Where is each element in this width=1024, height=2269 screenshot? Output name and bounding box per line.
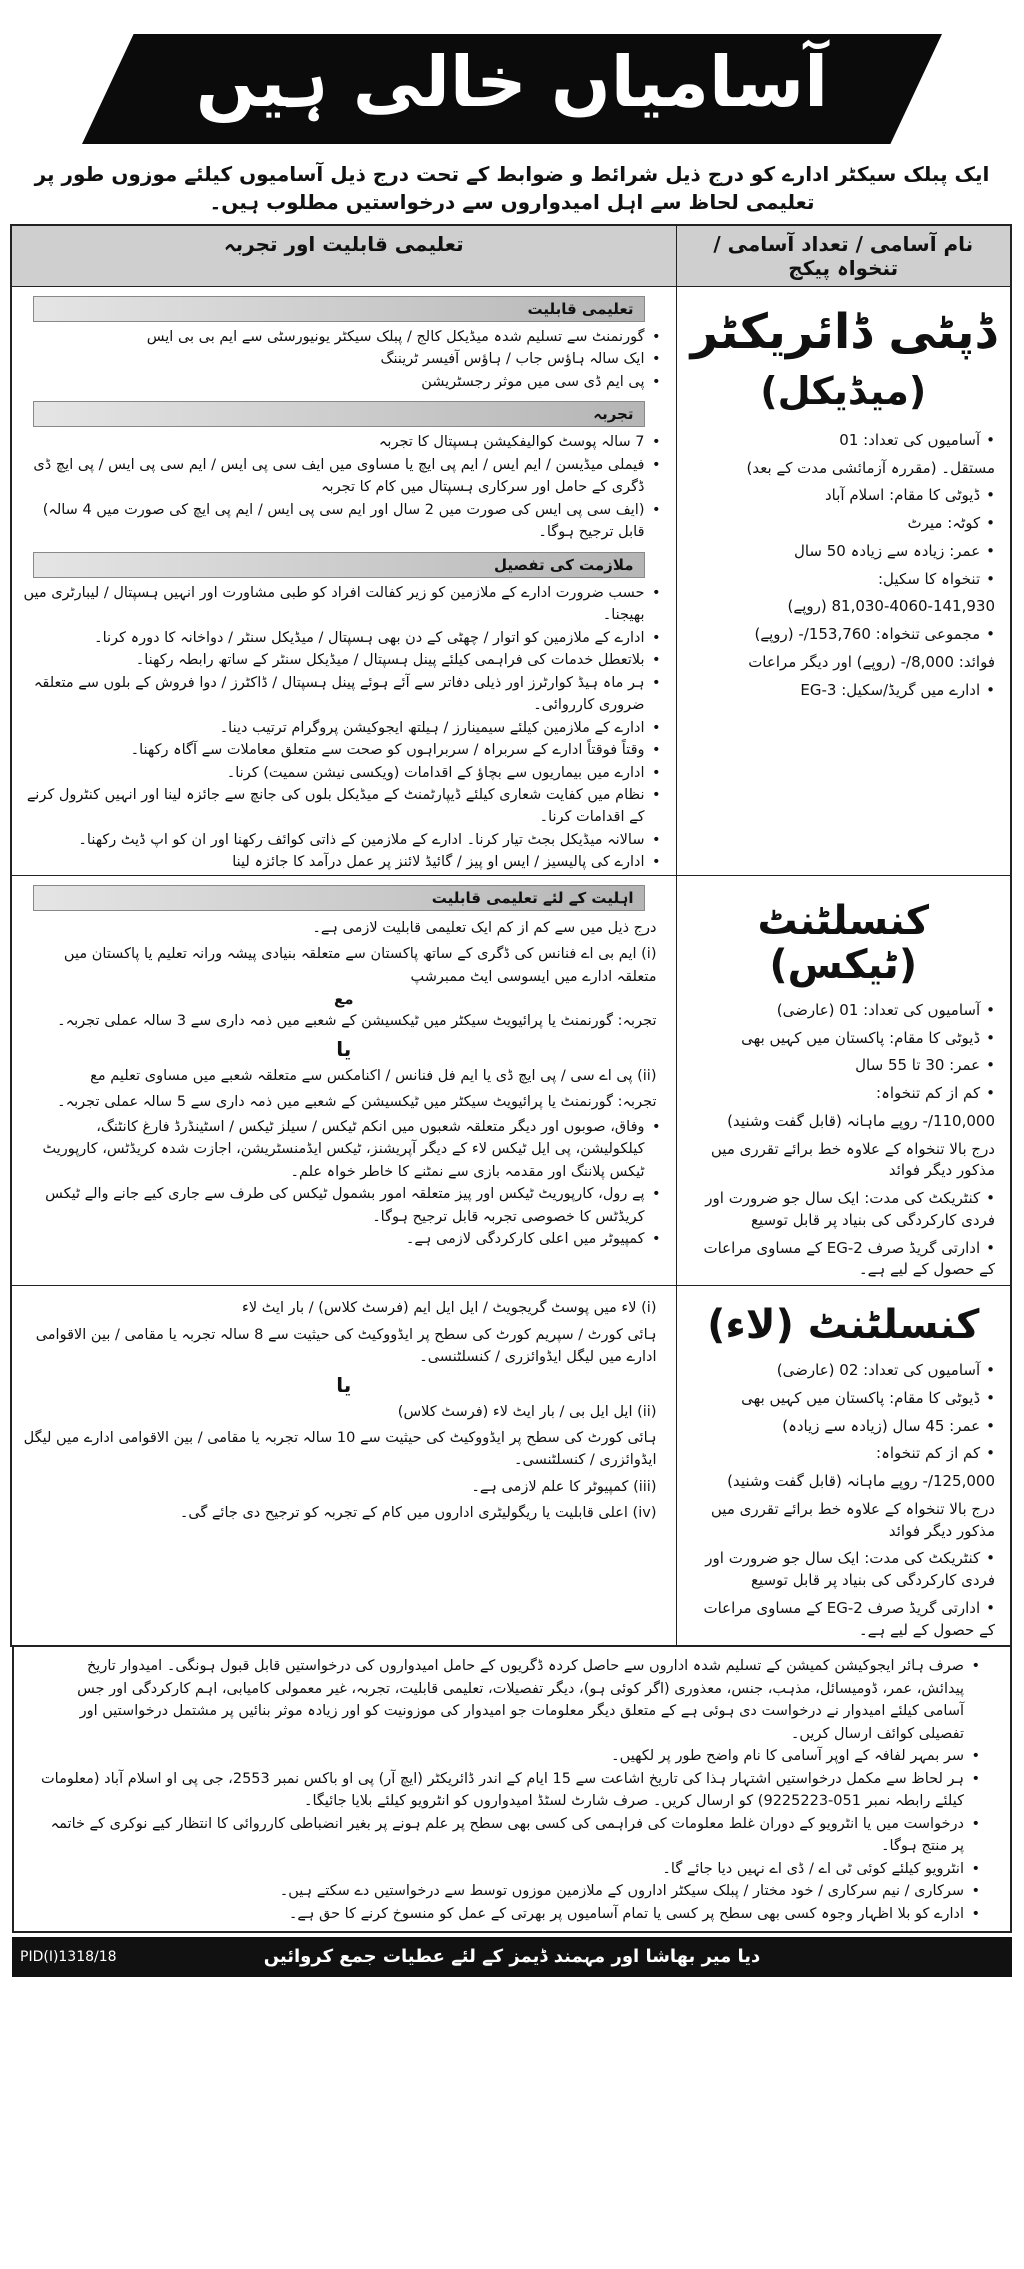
list-item: • 7 سالہ پوسٹ کوالیفکیشن ہسپتال کا تجربہ xyxy=(23,431,661,453)
posts-table xyxy=(10,224,1012,1647)
post2-line: • ڈیوٹی کا مقام: پاکستان میں کہیں بھی xyxy=(678,1025,1010,1053)
post2-line: • ادارتی گریڈ صرف EG-2 کے مساوی مراعات کے حصول کے لیے ہے۔ xyxy=(678,1235,1010,1285)
post1-section-duties: ملازمت کی تفصیل xyxy=(33,552,645,578)
post1-line: • آسامیوں کی تعداد: 01 xyxy=(678,427,1010,455)
banner xyxy=(12,6,1012,156)
list-item: • حسب ضرورت ادارے کے ملازمین کو زیر کفالت افراد کو طبی مشاورت اور انہیں ہسپتال / لیبارٹری میں بھیجنا۔ xyxy=(23,582,661,627)
post1-line: • مجموعی تنخواہ: 153,760/- (روپے) xyxy=(678,621,1010,649)
list-item: • نظام میں کفایت شعاری کیلئے ڈیپارٹمنٹ کے میڈیکل بلوں کی جانچ سے جائزہ لینا اور انہیں کنٹرول کرنے کے اقدامات کرنا۔ xyxy=(23,784,661,829)
post3-paragraph: ہائی کورٹ / سپریم کورٹ کی سطح پر ایڈووکیٹ کی حیثیت سے 8 سالہ تجربہ یا مقامی / بین الاقوامی ادارے میں لیگل ایڈوائزری / کنسلٹنسی۔ xyxy=(35,1326,657,1366)
post3-paragraph: (iii) کمپیوٹر کا علم لازمی ہے۔ xyxy=(471,1478,657,1495)
post2-ma: مع xyxy=(333,990,354,1009)
footer-donation-text: دیا میر بھاشا اور مہمند ڈیمز کے لئے عطیات جمع کروائیں xyxy=(12,1937,1012,1977)
list-item: • کمپیوٹر میں اعلی کارکردگی لازمی ہے۔ xyxy=(23,1228,661,1250)
list-item: • پی ایم ڈی سی میں موثر رجسٹریشن xyxy=(23,371,661,393)
post3-paragraph: (iv) اعلی قابلیت یا ریگولیٹری اداروں میں کام کے تجربہ کو ترجیح دی جائے گی۔ xyxy=(179,1505,657,1522)
post-row-consultant-tax xyxy=(11,875,1011,1285)
post3-summary xyxy=(676,1286,1011,1647)
post1-line: • کوٹہ: میرٹ xyxy=(678,510,1010,538)
note-item: • انٹرویو کیلئے کوئی ٹی اے / ڈی اے نہیں دیا جائے گا۔ xyxy=(40,1858,980,1880)
list-item: • ادارے کے ملازمین کیلئے سیمینارز / ہیلتھ ایجوکیشن پروگرام ترتیب دینا۔ xyxy=(23,717,661,739)
banner-title: آسامیاں خالی ہیں xyxy=(195,41,829,123)
list-item: • (ایف سی پی ایس کی صورت میں 2 سال اور ایم سی پی ایس / ایم پی ایچ کی صورت میں 4 سالہ) قابل ترجیح ہوگا۔ xyxy=(23,499,661,544)
post1-line: • ادارے میں گریڈ/سکیل: EG-3 xyxy=(678,677,1010,705)
list-item: • ادارے کے ملازمین کو اتوار / چھٹی کے دن بھی ہسپتال / میڈیکل سنٹر / دواخانہ کا دورہ کرنا۔ xyxy=(23,627,661,649)
col-header-post: نام آسامی / تعداد آسامی / تنخواہ پیکج xyxy=(676,225,1011,287)
post3-line: • ڈیوٹی کا مقام: پاکستان میں کہیں بھی xyxy=(678,1385,1010,1413)
post2-line: • کنٹریکٹ کی مدت: ایک سال جو ضرورت اور فردی کارکردگی کی بنیاد پر قابل توسیع xyxy=(678,1185,1010,1235)
post3-line: • ادارتی گریڈ صرف EG-2 کے مساوی مراعات کے حصول کے لیے ہے۔ xyxy=(678,1595,1010,1645)
note-item: • سرکاری / نیم سرکاری / خود مختار / پبلک سیکٹر اداروں کے ملازمین موزوں توسط سے درخواستیں دے سکتے ہیں۔ xyxy=(40,1880,980,1902)
post3-line: • کنٹریکٹ کی مدت: ایک سال جو ضرورت اور فردی کارکردگی کی بنیاد پر قابل توسیع xyxy=(678,1545,1010,1595)
list-item: • فیملی میڈیسن / ایم ایس / ایم پی ایچ یا مساوی میں ایف سی پی ایس / ایم سی پی ایس / پی ایچ ڈی ڈگری کے حامل اور سرکاری ہسپتال میں کام کا تجربہ xyxy=(23,454,661,499)
post3-paragraph: ہائی کورٹ کی سطح پر ایڈووکیٹ کی حیثیت سے 10 سالہ تجربہ یا مقامی / بین الاقوامی ادارے میں لیگل ایڈوائزری / کنسلٹنسی۔ xyxy=(23,1429,657,1469)
post2-paragraph: (i) ایم بی اے فنانس کی ڈگری کے ساتھ پاکستان سے متعلقہ بنیادی پیشہ ورانہ تعلیم یا پاکستان میں متعلقہ ادارے میں ایسوسی ایٹ ممبرشپ xyxy=(63,946,657,985)
post1-section-experience: تجربہ xyxy=(33,401,645,427)
list-item: • گورنمنٹ سے تسلیم شدہ میڈیکل کالج / پبلک سیکٹر یونیورسٹی سے ایم بی بی ایس xyxy=(23,326,661,348)
post2-paragraph: درج ذیل میں سے کم از کم ایک تعلیمی قابلیت لازمی ہے۔ xyxy=(312,919,657,936)
post3-line: درج بالا تنخواہ کے علاوہ خط برائے تقرری میں مذکور دیگر فوائد xyxy=(710,1499,995,1540)
post3-line: 125,000/- روپے ماہانہ (قابل گفت وشنید) xyxy=(727,1472,995,1491)
post2-summary xyxy=(676,875,1011,1285)
post2-ya: یا xyxy=(336,1036,352,1061)
note-item: • ہر لحاظ سے مکمل درخواستیں اشتہار ہذا کی تاریخ اشاعت سے 15 ایام کے اندر ڈائریکٹر (ایچ آر) پی او باکس نمبر 2553، جی پی او اسلام آباد (معلومات کیلئے رابطہ نمبر 051-9225223) کو ارسال کریں۔ صرف شارٹ لسٹڈ امیدواروں کو انٹرویو کیلئے بلایا جائیگا۔ xyxy=(40,1768,980,1813)
post2-line: درج بالا تنخواہ کے علاوہ خط برائے تقرری میں مذکور دیگر فوائد xyxy=(710,1139,995,1180)
post1-line: • تنخواہ کا سکیل: xyxy=(678,566,1010,594)
post1-subtitle: (میڈیکل) xyxy=(760,368,927,413)
post3-line: • عمر: 45 سال (زیادہ سے زیادہ) xyxy=(678,1413,1010,1441)
post2-line: 110,000/- روپے ماہانہ (قابل گفت وشنید) xyxy=(727,1111,995,1130)
list-item: • وفاق، صوبوں اور دیگر متعلقہ شعبوں میں انکم ٹیکس / سیلز ٹیکس / اسٹینڈرڈ فارغ کانٹنگ، کیلکولیشن، پی ایل ٹیکس لاء کے دیگر آپریشنز، ٹیکس ایڈمنسٹریشن، اجازت شدہ کریڈٹس، کارپوریٹ ٹیکس پلاننگ اور مقدمہ بازی سے نمٹنے کا خاطر خواہ علم۔ xyxy=(23,1116,661,1183)
post2-details xyxy=(11,875,676,1285)
general-notes xyxy=(12,1647,1012,1933)
post3-ya: یا xyxy=(336,1372,352,1397)
note-item: • سر بمہر لفافہ کے اوپر آسامی کا نام واضح طور پر لکھیں۔ xyxy=(40,1745,980,1767)
list-item: • ادارے میں بیماریوں سے بچاؤ کے اقدامات (ویکسی نیشن سمیت) کرنا۔ xyxy=(23,762,661,784)
post2-section-qualification: اہلیت کے لئے تعلیمی قابلیت xyxy=(33,885,645,911)
post1-line: مستقل۔ (مقررہ آزمائشی مدت کے بعد) xyxy=(746,458,995,477)
post3-line: • آسامیوں کی تعداد: 02 (عارضی) xyxy=(678,1357,1010,1385)
post2-paragraph: (ii) پی اے سی / پی ایچ ڈی یا ایم فل فنانس / اکنامکس سے متعلقہ شعبے میں مساوی تعلیم مع xyxy=(90,1067,657,1084)
list-item: • پے رول، کارپوریٹ ٹیکس اور پیز متعلقہ امور بشمول ٹیکس کی طرف سے جاری کیے جانے والے ٹیکس کریڈٹس کا خصوصی تجربہ قابل ترجیح ہوگا۔ xyxy=(23,1183,661,1228)
post2-paragraph: تجربہ: گورنمنٹ یا پرائیویٹ سیکٹر میں ٹیکسیشن کے شعبے میں ذمہ داری سے 5 سالہ عملی تجربہ۔ xyxy=(57,1094,657,1111)
post1-summary xyxy=(676,287,1011,876)
list-item: • ہر ماہ ہیڈ کوارٹرز اور ذیلی دفاتر سے آئے ہوئے پینل ہسپتال / ڈاکٹرز / دوا فروش کے بلوں سے متعلقہ ضروری کارروائی۔ xyxy=(23,672,661,717)
post3-title: کنسلٹنٹ (لاء) xyxy=(707,1302,980,1349)
note-item: • صرف ہائر ایجوکیشن کمیشن کے تسلیم شدہ اداروں سے حاصل کردہ ڈگریوں کے حامل امیدواروں کی درخواستیں قابل قبول ہونگی۔ امیدوار تاریخ پیدائش، عمر، ڈومیسائل، مذہب، جنس، معذوری (اگر کوئی ہو)، دیگر تفصیلات، تعلیمی قابلیت، تجربہ، غیر معمولی کامیابی، اہم کارکردگی اور جس آسامی کیلئے امیدوار نے درخواست دی ہوئی ہے کے متعلق دیگر معلومات جو امیدوار کی موزونیت کو اور زیادہ موثر بنائیں پر مشتمل درخواستیں اور تفصیلی کوائف ارسال کریں۔ xyxy=(40,1655,980,1745)
post1-line: • ڈیوٹی کا مقام: اسلام آباد xyxy=(678,482,1010,510)
post2-line: • آسامیوں کی تعداد: 01 (عارضی) xyxy=(678,997,1010,1025)
post3-paragraph: (i) لاء میں پوسٹ گریجویٹ / ایل ایل ایم (فرسٹ کلاس) / بار ایٹ لاء xyxy=(242,1300,657,1317)
post-row-consultant-law xyxy=(11,1286,1011,1647)
post2-line: • عمر: 30 تا 55 سال xyxy=(678,1052,1010,1080)
post1-line: فوائد: 8,000/- (روپے) اور دیگر مراعات xyxy=(748,652,995,671)
list-item: • بلاتعطل خدمات کی فراہمی کیلئے پینل ہسپتال / میڈیکل سنٹر کے ساتھ رابطہ رکھنا۔ xyxy=(23,649,661,671)
post-row-deputy-director xyxy=(11,287,1011,876)
post3-line: • کم از کم تنخواہ: xyxy=(678,1440,1010,1468)
footer-pid: PID(I)1318/18 xyxy=(20,1948,117,1965)
post1-details xyxy=(11,287,676,876)
post1-title: ڈپٹی ڈائریکٹر xyxy=(690,304,996,360)
post3-details xyxy=(11,1286,676,1647)
post2-line: • کم از کم تنخواہ: xyxy=(678,1080,1010,1108)
post3-paragraph: (ii) ایل ایل بی / بار ایٹ لاء (فرسٹ کلاس) xyxy=(397,1403,657,1420)
post2-title: کنسلٹنٹ (ٹیکس) xyxy=(757,897,930,988)
note-item: • درخواست میں یا انٹرویو کے دوران غلط معلومات کی فراہمی کی کسی بھی سطح پر علم ہونے پر بغیر انضباطی کارروائی کا انتظار کیے نوکری کے خاتمہ پر منتج ہوگا۔ xyxy=(40,1813,980,1858)
table-header-row xyxy=(11,225,1011,287)
list-item: • ادارے کی پالیسیز / ایس او پیز / گائیڈ لائنز پر عمل درآمد کا جائزہ لینا xyxy=(23,851,661,873)
list-item: • سالانہ میڈیکل بجٹ تیار کرنا۔ ادارے کے ملازمین کے ذاتی کوائف رکھنا اور ان کو اپ ڈیٹ رکھنا۔ xyxy=(23,829,661,851)
post2-paragraph: تجربہ: گورنمنٹ یا پرائیویٹ سیکٹر میں ٹیکسیشن کے شعبے میں ذمہ داری سے 3 سالہ عملی تجربہ۔ xyxy=(57,1013,657,1030)
post1-line: • عمر: زیادہ سے زیادہ 50 سال xyxy=(678,538,1010,566)
advertisement xyxy=(12,6,1012,2256)
post1-section-education: تعلیمی قابلیت xyxy=(33,296,645,322)
list-item: • ایک سالہ ہاؤس جاب / ہاؤس آفیسر ٹریننگ xyxy=(23,348,661,370)
col-header-qualification: تعلیمی قابلیت اور تجربہ xyxy=(11,225,676,287)
intro-text: ایک پبلک سیکٹر ادارے کو درج ذیل شرائط و ضوابط کے تحت درج ذیل آسامیوں کیلئے موزوں طور پر تعلیمی لحاظ سے اہل امیدواروں سے درخواستیں مطلوب ہیں۔ xyxy=(34,162,990,214)
note-item: • ادارے کو بلا اظہار وجوہ کسی بھی سطح پر کسی یا تمام آسامیوں پر بھرتی کے عمل کو منسوخ کرنے کا حق ہے۔ xyxy=(40,1903,980,1925)
footer xyxy=(12,1937,1012,1977)
post1-line: 81,030-4060-141,930 (روپے) xyxy=(787,597,995,616)
list-item: • وقتاً فوقتاً ادارے کے سربراہ / سربراہوں کو صحت سے متعلق معاملات سے آگاہ رکھنا۔ xyxy=(23,739,661,761)
